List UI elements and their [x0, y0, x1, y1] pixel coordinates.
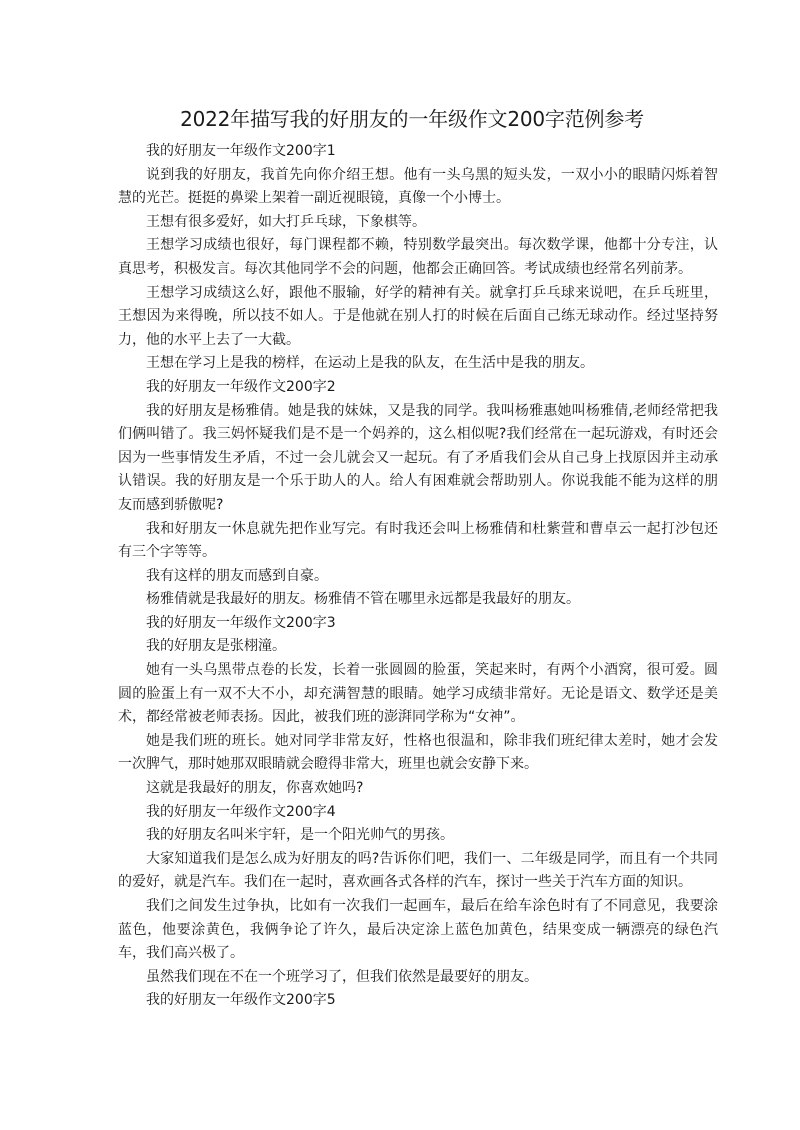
document-title: 2022年描写我的好朋友的一年级作文200字范例参考: [180, 107, 644, 131]
paragraph: 我有这样的朋友而感到自豪。: [146, 567, 328, 584]
paragraph: 我的好朋友是张栩潼。: [146, 638, 286, 655]
paragraph: 王想有很多爱好，如大打乒乓球，下象棋等。: [146, 213, 426, 230]
paragraph: 我的好朋友名叫米宇轩，是一个阳光帅气的男孩。: [146, 827, 454, 844]
heading-essay-2: 我的好朋友一年级作文200字2: [146, 378, 336, 395]
paragraph: 我的好朋友是杨雅倩。她是我的妹妹，又是我的同学。我叫杨雅惠她叫杨雅倩,老师经常把我们俩叫错了。我三妈怀疑我们是不是一个妈养的，这么相似呢?我们经常在一起玩游戏，有时还会因为一些事情发生矛盾，不过一会儿就会又一起玩。有了矛盾我们会从自己身上找原因并主动承认错误。我的好朋友是一个乐于助人的人。给人有困难就会帮助别人。你说我能不能为这样的朋友而感到骄傲呢?: [118, 402, 718, 513]
paragraph: 我们之间发生过争执，比如有一次我们一起画车，最后在给车涂色时有了不同意见，我要涂蓝色，他要涂黄色，我俩争论了许久，最后决定涂上蓝色加黄色，结果变成一辆漂亮的绿色汽车，我们高兴极了。: [118, 898, 718, 962]
paragraph: 虽然我们现在不在一个班学习了，但我们依然是最要好的朋友。: [146, 968, 538, 985]
paragraph: 杨雅倩就是我最好的朋友。杨雅倩不管在哪里永远都是我最好的朋友。: [146, 591, 580, 608]
paragraph: 王想学习成绩这么好，跟他不服输，好学的精神有关。就拿打乒乓球来说吧，在乒乓班里，王想因为来得晚，所以技不如人。于是他就在别人打的时候在后面自己练无球动作。经过坚持努力，他的水平上去了一大截。: [118, 284, 718, 348]
paragraph: 她是我们班的班长。她对同学非常友好，性格也很温和，除非我们班纪律太差时，她才会发一次脾气，那时她那双眼睛就会瞪得非常大，班里也就会安静下来。: [118, 732, 718, 773]
heading-essay-1: 我的好朋友一年级作文200字1: [146, 143, 336, 159]
paragraph: 王想学习成绩也很好，每门课程都不赖，特别数学最突出。每次数学课，他都十分专注，认真思考，积极发言。每次其他同学不会的问题，他都会正确回答。考试成绩也经常名列前茅。: [118, 237, 718, 277]
heading-essay-3: 我的好朋友一年级作文200字3: [146, 614, 336, 631]
document-body: [118, 140, 800, 1013]
paragraph: 大家知道我们是怎么成为好朋友的吗?告诉你们吧，我们一、二年级是同学，而且有一个共同的爱好，就是汽车。我们在一起时，喜欢画各式各样的汽车，探讨一些关于汽车方面的知识。: [118, 850, 718, 891]
heading-essay-5: 我的好朋友一年级作文200字5: [146, 992, 336, 1009]
paragraph: 她有一头乌黑带点卷的长发，长着一张圆圆的脸蛋，笑起来时，有两个小酒窝，很可爱。圆圆的脸蛋上有一双不大不小，却充满智慧的眼睛。她学习成绩非常好。无论是语文、数学还是美术，都经常被老师表扬。因此，被我们班的澎湃同学称为“女神”。: [118, 662, 718, 726]
paragraph: 我和好朋友一休息就先把作业写完。有时我还会叫上杨雅倩和杜紫萱和曹卓云一起打沙包还有三个字等等。: [118, 520, 718, 561]
heading-essay-4: 我的好朋友一年级作文200字4: [146, 803, 336, 820]
paragraph: 王想在学习上是我的榜样，在运动上是我的队友，在生活中是我的朋友。: [146, 355, 594, 372]
paragraph: 说到我的好朋友，我首先向你介绍王想。他有一头乌黑的短头发，一双小小的眼睛闪烁着智慧的光芒。挺挺的鼻梁上架着一副近视眼镜，真像一个小博士。: [118, 166, 718, 207]
paragraph: 这就是我最好的朋友，你喜欢她吗?: [146, 780, 364, 797]
